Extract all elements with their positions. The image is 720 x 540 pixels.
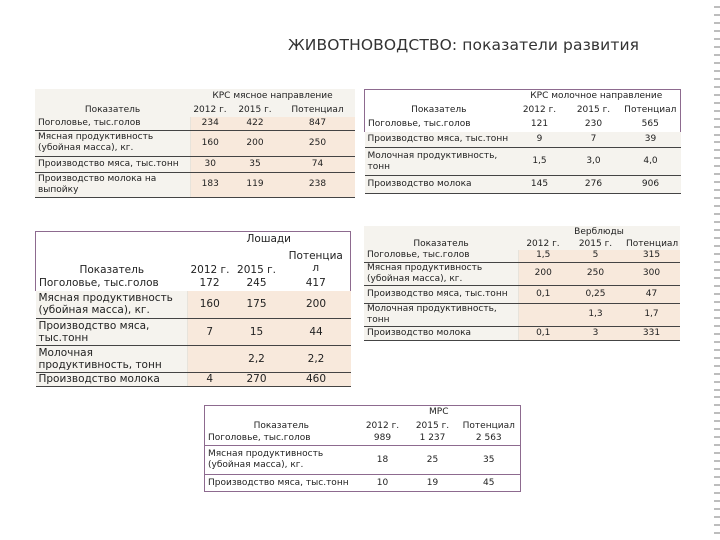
row-label: Мясная продуктивность (убойная масса), кг. [364,262,518,285]
table-row: Мясная продуктивность (убойная масса), кг. 200 250 300 [364,262,680,285]
table-row: Производство молока на выпойку 183 119 238 [35,172,355,197]
col-potential: Потенциал [458,420,521,433]
col-2012: 2012 г. [518,238,568,250]
table-row: Поголовье, тыс.голов 234 422 847 [35,117,355,130]
col-potential: Потенциал [280,103,355,117]
row-label: Поголовье, тыс.голов [35,117,190,130]
col-header: Показатель [36,247,188,277]
krs-milk-table [364,89,681,194]
table-caption: КРС молочное направление [513,90,681,104]
table-row: Производство мяса, тыс.тонн 0,1 0,25 47 [364,285,680,303]
camels-table [364,226,680,341]
col-potential: Потенциа л [282,247,351,277]
col-potential: Потенциал [621,104,681,118]
row-label: Производство молока [365,176,513,194]
table-caption: КРС мясное направление [190,89,355,103]
row-label: Поголовье, тыс.голов [364,250,518,262]
table-row: Производство мяса, тыс.тонн 7 15 44 [36,319,351,346]
table-row: Производство молока 0,1 3 331 [364,326,680,340]
table-caption: Верблюды [518,226,680,238]
table-row: Молочная продуктивность, тонн 2,2 2,2 [36,346,351,373]
table-row: Поголовье, тыс.голов 1,5 5 315 [364,250,680,262]
table-row: Молочная продуктивность, тонн 1,3 1,7 [364,303,680,326]
table-row: Поголовье, тыс.голов 989 1 237 2 563 [205,433,521,446]
col-2015: 2015 г. [576,105,611,115]
col-header: Показатель [365,104,513,118]
dashed-border-decoration [680,0,720,540]
row-label: Производство молока [36,373,188,387]
col-2012: 2012 г. [190,103,230,117]
row-label: Мясная продуктивность (убойная масса), кг. [205,446,358,475]
row-label: Производство мяса, тыс.тонн [365,132,513,148]
row-label: Мясная продуктивность (убойная масса), кг. [35,130,190,156]
col-2012: 2012 г. [365,420,400,431]
col-2012: 2012 г. [190,264,230,276]
row-label: Поголовье, тыс.голов [36,277,188,291]
col-potential: Потенциал [623,238,680,250]
row-label: Производство молока на выпойку [35,172,190,197]
col-2015: 2015 г. [237,264,276,276]
row-label: Производство молока [364,326,518,340]
col-2015: 2015 г. [415,420,450,431]
row-label: Производство мяса, тыс.тонн [35,156,190,172]
row-label: Молочная продуктивность, тонн [36,346,188,373]
table-row: Поголовье, тыс.голов 121 230 565 [365,118,681,132]
table-row: Молочная продуктивность, тонн 1,5 3,0 4,0 [365,148,681,176]
horses-table [35,231,351,387]
krs-meat-table [35,89,355,198]
col-header: Показатель [35,103,190,117]
page-title: ЖИВОТНОВОДСТВО: показатели развития [288,36,640,54]
col-header: Показатель [364,238,518,250]
table-caption: МРС [358,406,521,420]
col-header: Показатель [205,420,358,433]
mrs-table [204,405,521,492]
table-row: Производство молока 4 270 460 [36,373,351,387]
row-label: Производство мяса, тыс.тонн [364,285,518,303]
table-row: Поголовье, тыс.голов 172 245 417 [36,277,351,291]
row-label: Производство мяса, тыс.тонн [205,475,358,492]
row-label: Поголовье, тыс.голов [205,433,358,446]
row-label: Поголовье, тыс.голов [365,118,513,132]
col-2015: 2015 г. [568,238,623,250]
row-label: Производство мяса, тыс.тонн [36,319,188,346]
row-label: Молочная продуктивность, тонн [365,148,513,176]
row-label: Мясная продуктивность (убойная масса), кг. [36,291,188,319]
row-label: Молочная продуктивность, тонн [364,303,518,326]
table-row: Производство мяса, тыс.тонн 30 35 74 [35,156,355,172]
col-2015: 2015 г. [230,103,280,117]
table-row: Производство мяса, тыс.тонн 10 19 45 [205,475,521,492]
table-row: Производство молока 145 276 906 [365,176,681,194]
col-2012: 2012 г. [522,105,557,115]
table-row: Мясная продуктивность (убойная масса), кг. 18 25 35 [205,446,521,475]
table-row: Мясная продуктивность (убойная масса), кг. 160 200 250 [35,130,355,156]
table-caption: Лошади [188,232,351,247]
table-row: Производство мяса, тыс.тонн 9 7 39 [365,132,681,148]
table-row: Мясная продуктивность (убойная масса), кг. 160 175 200 [36,291,351,319]
